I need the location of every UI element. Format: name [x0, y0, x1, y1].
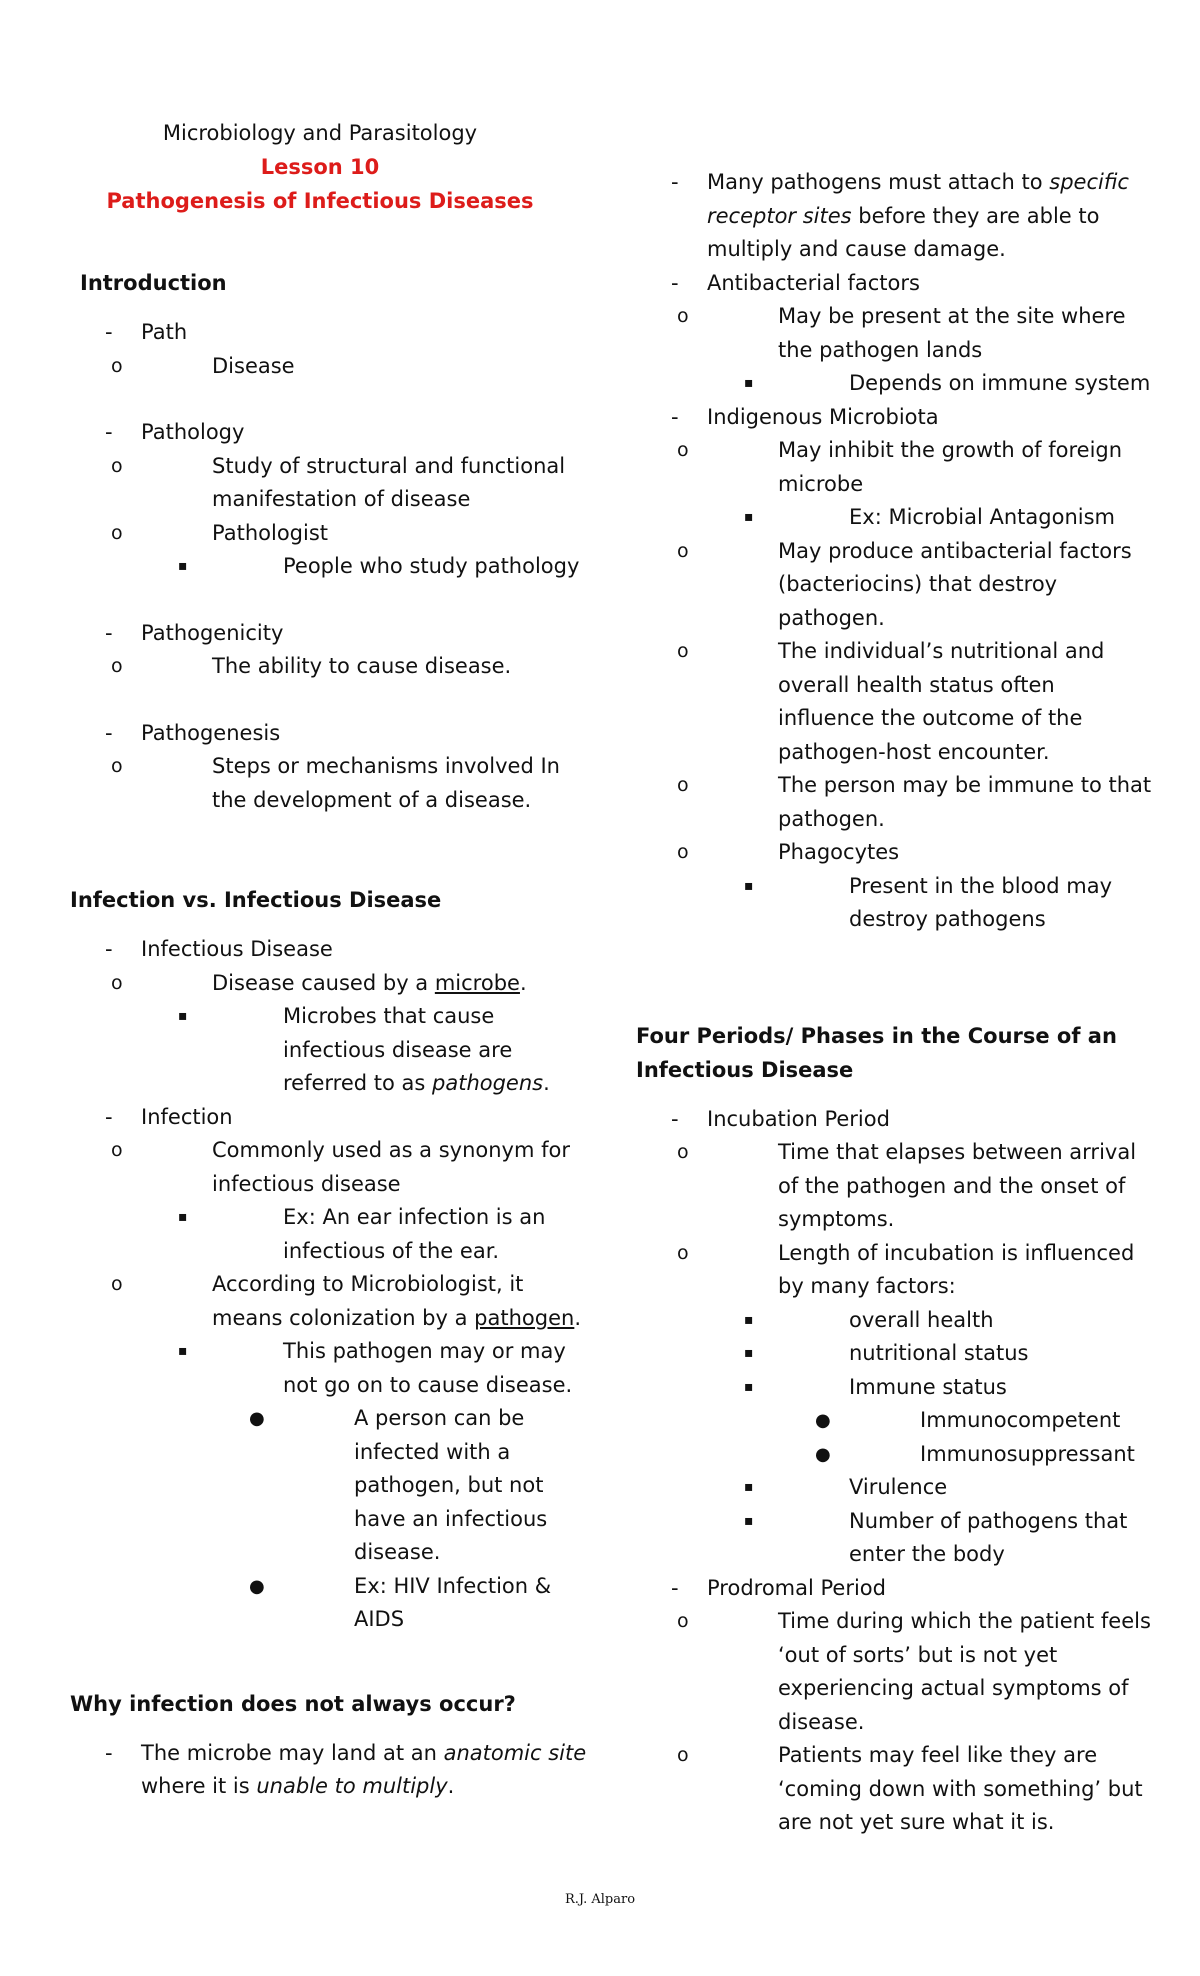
term-path: Path [141, 320, 188, 344]
circle-marker: o [111, 454, 123, 477]
circle-marker: o [111, 971, 123, 994]
microbe-underlined: microbe [434, 970, 520, 995]
list-item [677, 1739, 1156, 1840]
term-pathologist: Pathologist [212, 520, 329, 545]
dash-marker: - [105, 937, 113, 961]
circle-marker: o [111, 655, 123, 677]
list-item [70, 416, 590, 584]
definition-text: Steps or mechanisms involved In the development of a disease. [212, 754, 560, 812]
list-item [677, 300, 1156, 401]
circle-marker: o [111, 354, 123, 377]
example-text: Ex: Microbial Antagonism [849, 505, 1116, 529]
why-list [70, 1737, 590, 1804]
definition-text: Time during which the patient feels ‘out of sorts’ but is not yet experiencing actual symptoms of disease. [778, 1609, 1151, 1734]
definition-text: Time that elapses between arrival of the pathogen and the onset of symptoms. [778, 1140, 1137, 1231]
lesson-number: Lesson 10 [260, 155, 380, 179]
term-prodromal-period: Prodromal Period [707, 1575, 886, 1600]
introduction-list [70, 316, 590, 817]
dash-marker: - [671, 404, 679, 429]
dash-marker: - [105, 420, 113, 444]
list-item [744, 1371, 1156, 1472]
term-incubation-period: Incubation Period [707, 1106, 890, 1131]
square-marker: ▪ [178, 1343, 188, 1359]
circle-marker: o [111, 755, 123, 777]
term-pathogenesis: Pathogenesis [141, 720, 281, 745]
definition-text: Many pathogens must attach to [707, 170, 1050, 194]
footer-author: R.J. Alparo [564, 1892, 636, 1907]
term-infection: Infection [141, 1104, 233, 1129]
definition-text: According to Microbiologist, it means colonization by a [212, 1272, 524, 1330]
list-item [111, 450, 590, 517]
example-text: Ex: An ear infection is an infectious of the ear. [283, 1205, 546, 1263]
square-marker: ▪ [178, 1008, 188, 1024]
square-marker: ▪ [744, 877, 754, 894]
why-list-continued [636, 166, 1156, 937]
right-column [636, 166, 1156, 1840]
factor-text: Virulence [849, 1475, 948, 1499]
term-indigenous-microbiota: Indigenous Microbiota [707, 404, 939, 429]
list-item [744, 1304, 1156, 1338]
definition-text: Microbes that cause infectious disease are referred to as [283, 1004, 513, 1095]
bullet-marker: ● [815, 1443, 831, 1465]
definition-text: The individual’s nutritional and overall health status often influence the outcome of the pathogen-host encounter. [778, 639, 1105, 764]
list-item [70, 316, 590, 383]
list-item [815, 1438, 1156, 1472]
term-pathology: Pathology [141, 420, 245, 444]
list-item [178, 1335, 590, 1637]
pathogen-underlined: pathogen [474, 1305, 575, 1330]
square-marker: ▪ [744, 1345, 754, 1361]
list-item [111, 1134, 590, 1268]
list-item [677, 635, 1156, 769]
square-marker: ▪ [744, 375, 754, 391]
circle-marker: o [111, 1139, 123, 1161]
definition-text: Commonly used as a synonym for infectious disease [212, 1138, 570, 1196]
left-column [70, 0, 590, 1804]
circle-marker: o [677, 841, 689, 863]
definition-text: Depends on immune system [849, 371, 1151, 395]
period: . [574, 1305, 582, 1330]
list-item [677, 769, 1156, 836]
square-marker: ▪ [744, 1311, 754, 1328]
list-item [744, 501, 1156, 535]
definition-text: Patients may feel like they are ‘coming down with something’ but are not yet sure what it is. [778, 1743, 1143, 1834]
circle-marker: o [677, 640, 689, 662]
circle-marker: o [677, 1744, 689, 1766]
list-item [677, 434, 1156, 535]
list-item [636, 1103, 1156, 1572]
list-item [744, 367, 1156, 401]
list-item [744, 1471, 1156, 1505]
introduction-heading: Introduction [80, 271, 227, 295]
list-item [677, 1605, 1156, 1739]
square-marker: ▪ [744, 509, 754, 525]
list-item [178, 550, 590, 584]
definition-text: May be present at the site where the pathogen lands [778, 304, 1126, 362]
list-item [677, 1237, 1156, 1572]
bullet-marker: ● [249, 1408, 265, 1429]
list-item [70, 717, 590, 818]
list-item [677, 836, 1156, 937]
term-infectious-disease: Infectious Disease [141, 937, 333, 961]
example-text: Ex: HIV Infection & AIDS [354, 1573, 552, 1631]
definition-text: Present in the blood may destroy pathogens [849, 873, 1113, 931]
definition-text: May produce antibacterial factors (bacteriocins) that destroy pathogen. [778, 538, 1132, 630]
dash-marker: - [671, 1575, 679, 1600]
list-item [70, 1737, 590, 1804]
course-name: Microbiology and Parasitology [162, 121, 478, 145]
definition-text: The ability to cause disease. [212, 654, 512, 678]
definition-text: May inhibit the growth of foreign microbe [778, 438, 1123, 496]
list-item [70, 1101, 590, 1637]
definition-text: Study of structural and functional manifestation of disease [212, 453, 566, 511]
list-item [111, 517, 590, 584]
square-marker: ▪ [178, 558, 188, 574]
definition-text: Length of incubation is influenced by many factors: [778, 1240, 1135, 1298]
definition-text: People who study pathology [283, 554, 580, 578]
dash-marker: - [671, 170, 679, 194]
term-antibacterial: Antibacterial factors [707, 270, 920, 295]
factor-text: overall health [849, 1307, 994, 1332]
factor-text: Immune status [849, 1374, 1007, 1399]
list-item [111, 967, 590, 1101]
pathogens-italic: pathogens [432, 1071, 544, 1095]
list-item [636, 267, 1156, 401]
phases-list [636, 1103, 1156, 1840]
list-item [249, 1570, 590, 1637]
definition-text: The microbe may land at an [141, 1740, 444, 1765]
circle-marker: o [677, 439, 689, 461]
factor-text: nutritional status [849, 1341, 1029, 1365]
list-item [677, 1136, 1156, 1237]
bullet-marker: ● [249, 1575, 265, 1597]
circle-marker: o [677, 1610, 689, 1632]
list-item [111, 650, 590, 684]
list-item [815, 1404, 1156, 1438]
definition-text: Disease [212, 353, 295, 378]
list-item [178, 1000, 590, 1101]
list-item [111, 1268, 590, 1637]
definition-text: A person can be infected with a pathogen, but not have an infectious disease. [354, 1406, 548, 1564]
square-marker: ▪ [744, 1378, 754, 1395]
definition-text: before they are able to multiply and cause damage. [707, 203, 1100, 261]
dash-marker: - [671, 1106, 679, 1131]
dash-marker: - [105, 1740, 113, 1765]
circle-marker: o [111, 521, 123, 544]
definition-text: where it is [141, 1774, 257, 1798]
factor-text: Immunosuppressant [920, 1441, 1135, 1466]
dash-marker: - [105, 620, 113, 645]
receptor-italic: specific receptor sites [707, 170, 1129, 228]
unable-italic: unable to multiply [256, 1774, 448, 1798]
period: . [447, 1774, 455, 1798]
list-item [70, 617, 590, 684]
circle-marker: o [677, 539, 689, 562]
term-phagocytes: Phagocytes [778, 840, 900, 864]
bullet-marker: ● [815, 1410, 831, 1431]
list-item [111, 750, 590, 817]
factor-text: Number of pathogens that enter the body [849, 1508, 1128, 1566]
circle-marker: o [677, 1141, 689, 1163]
list-item [744, 1337, 1156, 1371]
list-item [636, 401, 1156, 937]
term-pathogenicity: Pathogenicity [141, 620, 284, 645]
dash-marker: - [105, 720, 113, 745]
list-item [744, 870, 1156, 937]
square-marker: ▪ [178, 1209, 188, 1225]
circle-marker: o [677, 305, 689, 327]
anatomic-site-italic: anatomic site [443, 1740, 587, 1765]
definition-text: Disease caused by a [212, 970, 435, 995]
dash-marker: - [671, 270, 679, 295]
factor-text: Immunocompetent [920, 1408, 1121, 1432]
square-marker: ▪ [744, 1479, 754, 1495]
infection-list [70, 933, 590, 1637]
list-item [744, 1505, 1156, 1572]
list-item [636, 1572, 1156, 1840]
period: . [519, 970, 527, 995]
list-item [249, 1402, 590, 1570]
circle-marker: o [111, 1273, 123, 1295]
why-heading: Why infection does not always occur? [70, 1691, 516, 1716]
circle-marker: o [677, 774, 689, 796]
circle-marker: o [677, 1241, 689, 1264]
list-item [178, 1201, 590, 1268]
square-marker: ▪ [744, 1512, 754, 1529]
dash-marker: - [105, 320, 113, 344]
period: . [543, 1071, 550, 1095]
infection-vs-heading: Infection vs. Infectious Disease [70, 888, 442, 912]
phases-heading: Four Periods/ Phases in the Course of an Infectious Disease [636, 1023, 1117, 1082]
definition-text: The person may be immune to that pathogen. [778, 773, 1152, 831]
list-item [677, 535, 1156, 636]
list-item [70, 933, 590, 1101]
list-item [636, 166, 1156, 267]
definition-text: This pathogen may or may not go on to cause disease. [283, 1339, 573, 1397]
lesson-title: Pathogenesis of Infectious Diseases [106, 189, 534, 213]
list-item [111, 350, 590, 384]
dash-marker: - [105, 1104, 113, 1129]
